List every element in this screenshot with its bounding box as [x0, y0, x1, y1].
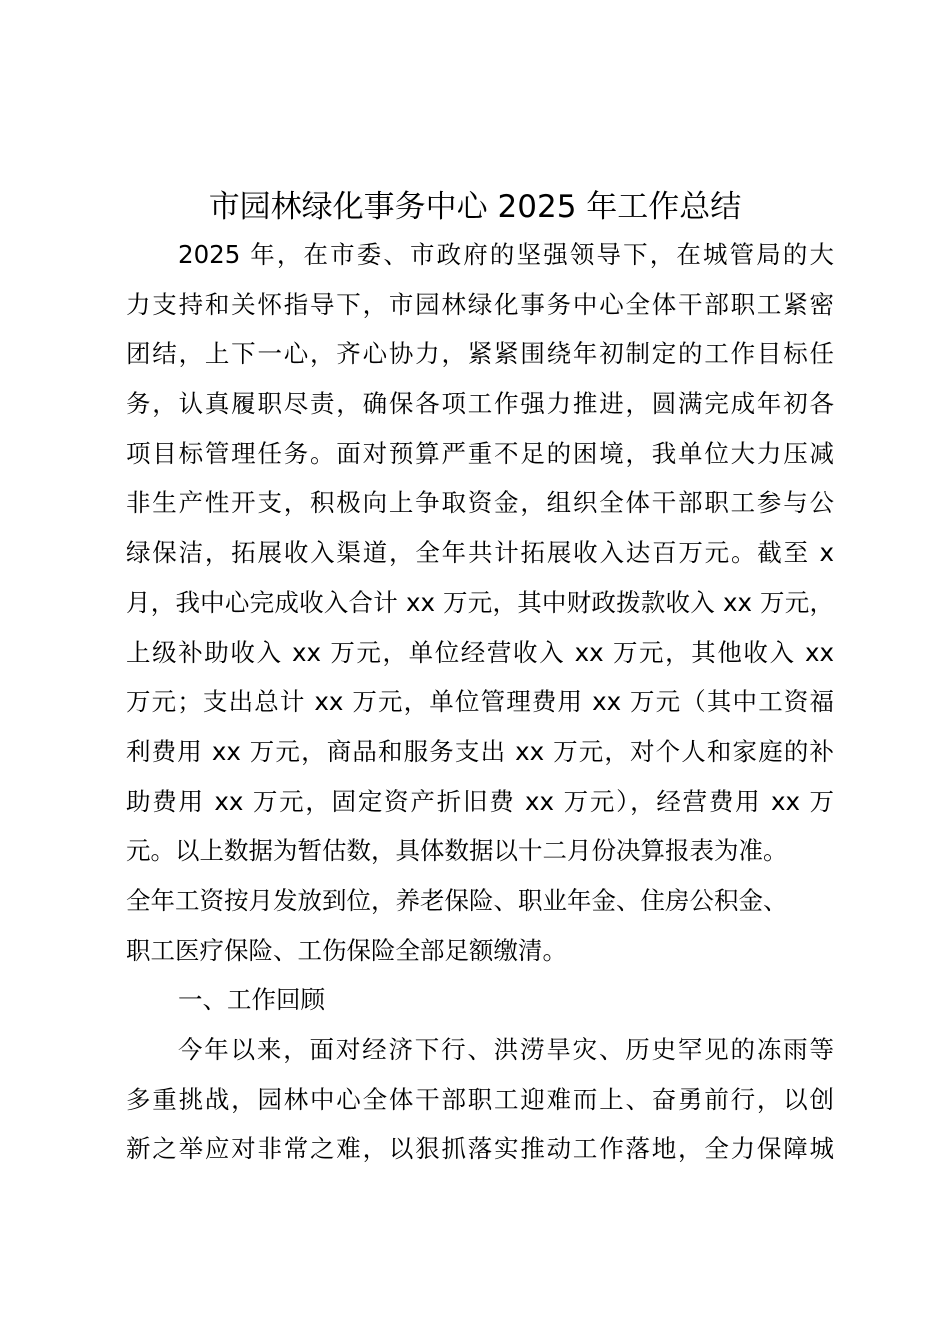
paragraph-line: 绿保洁，拓展收入渠道，全年共计拓展收入达百万元。截至 x [126, 538, 834, 568]
paragraph-line: 利费用 xx 万元，商品和服务支出 xx 万元，对个人和家庭的补 [126, 736, 834, 766]
paragraph-line: 团结，上下一心，齐心协力，紧紧围绕年初制定的工作目标任 [126, 339, 834, 369]
paragraph-line: 力支持和关怀指导下，市园林绿化事务中心全体干部职工紧密 [126, 289, 834, 319]
paragraph-line: 非生产性开支，积极向上争取资金，组织全体干部职工参与公 [126, 488, 834, 518]
paragraph-review [126, 1025, 834, 1174]
paragraph-line: 助费用 xx 万元，固定资产折旧费 xx 万元），经营费用 xx 万 [126, 786, 834, 816]
paragraph-line: 务，认真履职尽责，确保各项工作强力推进，圆满完成年初各 [126, 389, 834, 419]
paragraph-line: 项目标管理任务。面对预算严重不足的困境，我单位大力压减 [126, 438, 834, 468]
paragraph-line: 元。以上数据为暂估数，具体数据以十二月份决算报表为准。 [126, 836, 788, 866]
paragraph-line: 月，我中心完成收入合计 xx 万元，其中财政拨款收入 xx 万元， [126, 587, 834, 617]
paragraph-line: 2025 年，在市委、市政府的坚强领导下，在城管局的大 [178, 240, 834, 269]
paragraph-line: 新之举应对非常之难，以狠抓落实推动工作落地，全力保障城 [126, 1134, 834, 1164]
section-heading-review: 一、工作回顾 [178, 985, 325, 1015]
paragraph-line: 上级补助收入 xx 万元，单位经营收入 xx 万元，其他收入 xx [126, 637, 834, 667]
paragraph-line: 职工医疗保险、工伤保险全部足额缴清。 [126, 935, 567, 965]
paragraph-line: 全年工资按月发放到位，养老保险、职业年金、住房公积金、 [126, 885, 788, 915]
paragraph-line: 今年以来，面对经济下行、洪涝旱灾、历史罕见的冻雨等 [178, 1035, 834, 1064]
paragraph-line: 万元；支出总计 xx 万元，单位管理费用 xx 万元（其中工资福 [126, 687, 834, 717]
document-body [126, 230, 834, 1174]
document-title: 市园林绿化事务中心 2025 年工作总结 [208, 189, 742, 225]
paragraph-intro [126, 230, 834, 975]
paragraph-line: 多重挑战，园林中心全体干部职工迎难而上、奋勇前行，以创 [126, 1084, 834, 1114]
